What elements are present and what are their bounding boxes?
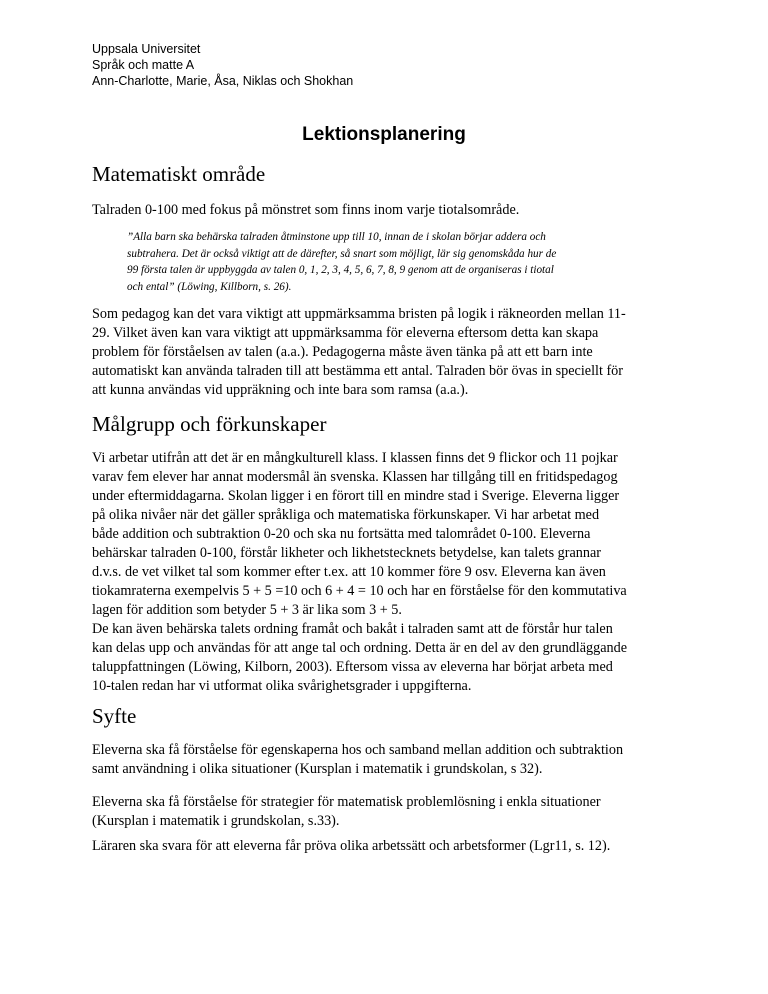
section-heading-matematiskt-omrade: Matematiskt område [92,162,266,186]
text-line: Som pedagog kan det vara viktigt att uppmärksamma bristen på logik i räkneorden mellan 11- [92,306,626,322]
text-line: behärskar talraden 0-100, förstår likheter och likhetstecknets betydelse, kan talets grannar [92,545,601,561]
quote-line: 99 första talen är uppbyggda av talen 0, 1, 2, 3, 4, 5, 6, 7, 8, 9 genom att de organiseras i tiotal [127,264,554,276]
text-line: lagen för addition som betyder 5 + 3 är lika som 3 + 5. [92,602,402,618]
text-line: 10-talen redan har vi utformat olika svårighetsgrader i uppgifterna. [92,678,472,694]
text-line: Eleverna ska få förståelse för strategier för matematisk problemlösning i enkla situationer [92,794,601,810]
section-heading-malgrupp: Målgrupp och förkunskaper [92,412,327,436]
text-line: att kunna användas vid uppräkning och inte bara som ramsa (a.a.). [92,382,469,398]
text-line: taluppfattningen (Löwing, Kilborn, 2003). Eftersom vissa av eleverna har börjat arbeta med [92,659,613,675]
section-1-paragraph-1 [92,201,682,220]
document-title: Lektionsplanering [302,124,466,145]
block-quote [127,229,647,295]
section-3-paragraph-2 [92,793,682,831]
text-line: Talraden 0-100 med fokus på mönstret som finns inom varje tiotalsområde. [92,202,520,218]
text-line: d.v.s. de vet vilket tal som kommer efter t.ex. att 10 kommer före 9 osv. Eleverna kan även [92,564,606,580]
header-course: Språk och matte A [92,58,195,72]
quote-line: och ental” (Löwing, Killborn, s. 26). [127,280,292,293]
text-line: 29. Vilket även kan vara viktigt att uppmärksamma för eleverna eftersom detta kan skapa [92,325,599,341]
quote-line: subtrahera. Det är också viktigt att de därefter, så snart som möjligt, lär sig genomskåda hur de [127,247,557,260]
text-line: på olika nivåer när det gäller språkliga och matematiska förkunskaper. Vi har arbetat med [92,507,600,523]
text-line: Läraren ska svara för att eleverna får pröva olika arbetssätt och arbetsformer (Lgr11, s. 12). [92,838,611,854]
text-line: kan delas upp och användas för att ange tal och ordning. Detta är en del av den grundläggande [92,640,627,656]
section-1-paragraph-2 [92,305,682,400]
text-line: Vi arbetar utifrån att det är en mångkulturell klass. I klassen finns det 9 flickor och 11 pojkar [92,450,618,466]
text-line: både addition och subtraktion 0-20 och ska nu fortsätta med talområdet 0-100. Eleverna [92,526,591,542]
text-line: under eftermiddagarna. Skolan ligger i en förort till en mindre stad i Sverige. Eleverna ligger [92,488,620,504]
text-line: varav fem elever har annat modersmål än svenska. Klassen har tillgång till en fritidspedagog [92,469,618,485]
text-line: automatiskt kan använda talraden till att bestämma ett antal. Talraden bör övas in speciellt för [92,363,623,379]
section-3-paragraph-1 [92,741,682,779]
header-authors: Ann-Charlotte, Marie, Åsa, Niklas och Shokhan [92,74,354,88]
text-line: De kan även behärska talets ordning framåt och bakåt i talraden samt att de förstår hur talen [92,621,613,637]
header-university: Uppsala Universitet [92,42,201,56]
section-3-paragraph-3 [92,837,682,856]
text-line: (Kursplan i matematik i grundskolan, s.33). [92,813,340,829]
text-line: samt användning i olika situationer (Kursplan i matematik i grundskolan, s 32). [92,761,543,777]
text-line: Eleverna ska få förståelse för egenskaperna hos och samband mellan addition och subtraktion [92,742,624,758]
section-heading-syfte: Syfte [92,704,137,728]
section-2-paragraph-1 [92,449,682,696]
quote-line: ”Alla barn ska behärska talraden åtminstone upp till 10, innan de i skolan börjar addera och [127,231,546,243]
text-line: problem för förståelsen av talen (a.a.). Pedagogerna måste även tänka på att ett barn inte [92,344,593,360]
text-line: tiokamraterna exempelvis 5 + 5 =10 och 6 + 4 = 10 och har en förståelse för den kommutativa [92,583,627,599]
